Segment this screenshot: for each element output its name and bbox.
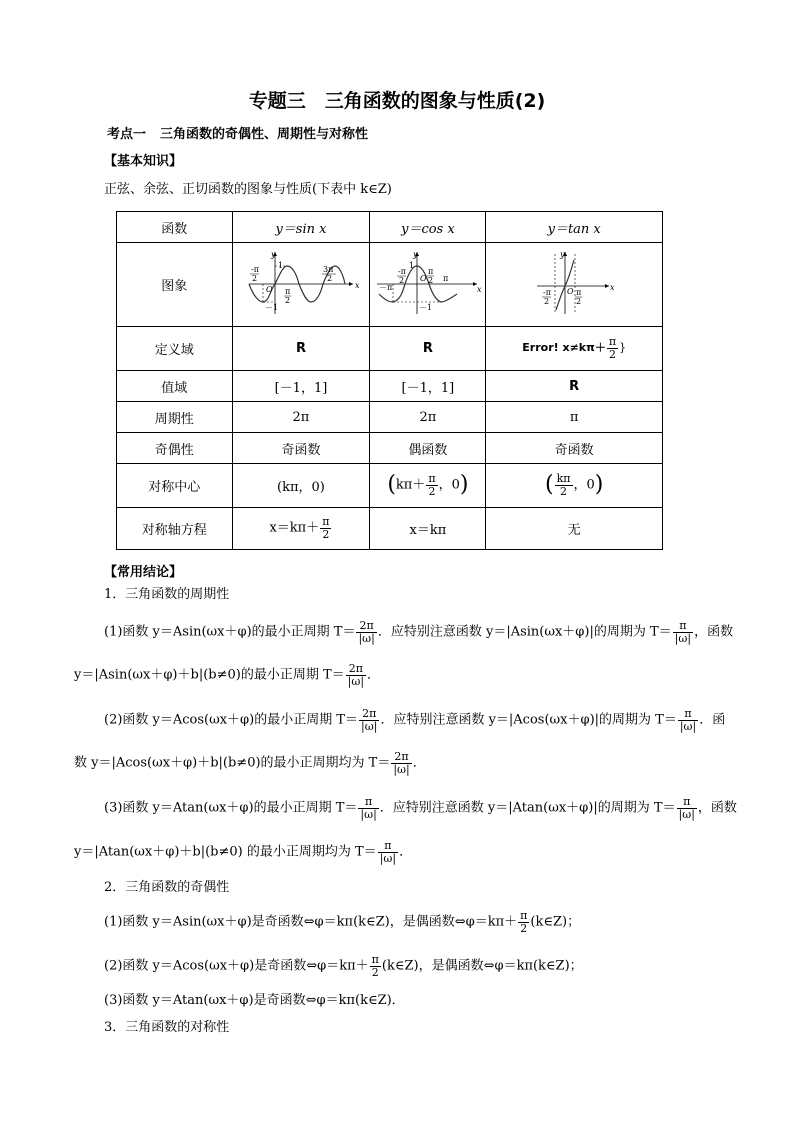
axis-y-label: y — [270, 249, 276, 259]
table-cell: 奇函数 — [232, 433, 370, 464]
table-cell: 2π — [370, 402, 486, 433]
tick-label: 1 — [277, 260, 284, 270]
paragraph-line: (1)函数 y＝Asin(ωx＋φ)是奇函数⇔φ＝kπ(k∈Z)，是偶函数⇔φ＝kπ＋ $\frac{\pi}{2}$ (k∈Z)； — [104, 909, 581, 935]
paragraph-line: (3)函数 y＝Atan(ωx＋φ)是奇函数⇔φ＝kπ(k∈Z)． — [104, 993, 405, 1008]
page-title: 专题三 三角函数的图象与性质(2) — [248, 90, 546, 112]
tick-label: -π — [397, 266, 406, 276]
table-cell: (kπ＋ $\frac{\pi}{2}$ ，0) — [370, 464, 486, 508]
table-cell: x＝kπ＋ $\frac{\pi}{2}$ — [232, 508, 370, 550]
table-cell: 无 — [486, 508, 663, 550]
header-cell: y＝tan x — [486, 212, 663, 243]
table-cell: R — [486, 371, 663, 402]
cos-graph-cell — [370, 243, 486, 327]
table-cell: 2π — [232, 402, 370, 433]
table-cell: Error! x≠kπ＋ $\frac{\pi}{2}$ } — [486, 327, 663, 371]
section-heading — [107, 123, 368, 142]
subsection-heading: 3．三角函数的对称性 — [104, 1020, 230, 1035]
table-row — [117, 212, 663, 243]
row-label: 对称中心 — [117, 464, 233, 508]
tick-label: π — [427, 266, 434, 276]
paragraph-line: (2)函数 y＝Acos(ωx＋φ)是奇函数⇔φ＝kπ＋ $\frac{\pi}{2}$ (k∈Z)，是偶函数⇔φ＝kπ(k∈Z)； — [104, 953, 583, 979]
tick-label: 3π — [322, 264, 334, 274]
axis-y-label: y — [412, 249, 418, 259]
table-row — [117, 327, 663, 371]
tick-label: π — [576, 287, 582, 297]
sin-graph-cell — [232, 243, 370, 327]
tick-label: -π — [250, 264, 259, 274]
tick-label: 2 — [576, 296, 582, 306]
table-row — [117, 464, 663, 508]
row-label: 对称轴方程 — [117, 508, 233, 550]
intro-text: 正弦、余弦、正切函数的图象与性质(下表中 k∈Z) — [104, 182, 392, 197]
paragraph-line: (3)函数 y＝Atan(ωx＋φ)的最小正周期 T＝ $\frac{\pi}{|\omega|}$ ．应特别注意函数 y＝|Atan(ωx＋φ)|的周期为 T＝ $\frac{\pi}{|\omega|}$ ，函数 — [104, 795, 737, 821]
origin-label: O — [567, 286, 574, 296]
section-title: 三角函数的奇偶性、周期性与对称性 — [160, 127, 369, 142]
row-label: 定义域 — [117, 327, 233, 371]
tick-label: π — [284, 286, 291, 296]
row-label: 奇偶性 — [117, 433, 233, 464]
table-row — [117, 243, 663, 327]
axis-x-label: x — [354, 280, 360, 290]
tick-label: －1 — [264, 302, 279, 312]
table-row — [117, 433, 663, 464]
table-cell: ( $\frac{k\pi}{2}$ ，0) — [486, 464, 663, 508]
tick-label: 2 — [544, 296, 550, 306]
table-cell: (kπ，0) — [232, 464, 370, 508]
axis-x-label: x — [476, 284, 482, 294]
tick-label: 1 — [408, 260, 414, 270]
table-cell: x＝kπ — [370, 508, 486, 550]
tick-label: －1 — [418, 302, 432, 312]
header-cell: 函数 — [117, 212, 233, 243]
table-row — [117, 402, 663, 433]
tan-graph — [529, 248, 619, 318]
table-cell: 偶函数 — [370, 433, 486, 464]
axis-y-label: y — [560, 249, 565, 259]
paragraph-line: (2)函数 y＝Acos(ωx＋φ)的最小正周期 T＝ $\frac{2\pi}{|\omega|}$ ．应特别注意函数 y＝|Acos(ωx＋φ)|的周期为 T＝ $\frac{\pi}{|\omega|}$ ．函 — [104, 707, 726, 733]
paragraph-line: (1)函数 y＝Asin(ωx＋φ)的最小正周期 T＝ $\frac{2\pi}{|\omega|}$ ．应特别注意函数 y＝|Asin(ωx＋φ)|的周期为 T＝ $\frac{\pi}{|\omega|}$ ，函数 — [104, 619, 734, 645]
sin-graph — [241, 248, 361, 318]
paragraph-line: y＝|Atan(ωx＋φ)＋b|(b≠0) 的最小正周期均为 T＝ $\frac{\pi}{|\omega|}$ ． — [74, 839, 413, 865]
basic-knowledge-tag: 【基本知识】 — [104, 154, 183, 169]
table-row — [117, 508, 663, 550]
paragraph-line: y＝|Asin(ωx＋φ)＋b|(b≠0)的最小正周期 T＝ $\frac{2\pi}{|\omega|}$ ． — [74, 662, 381, 688]
section-label: 考点一 — [107, 127, 147, 142]
tick-label: 2 — [251, 273, 258, 283]
paragraph-line: 数 y＝|Acos(ωx＋φ)＋b|(b≠0)的最小正周期均为 T＝ $\frac{2\pi}{|\omega|}$ ． — [74, 750, 426, 776]
tick-label: π — [442, 273, 449, 283]
tick-label: 2 — [398, 275, 404, 285]
origin-label: O — [265, 284, 273, 294]
row-label: 图象 — [117, 243, 233, 327]
origin-label: O — [419, 273, 427, 283]
tick-label: －π — [378, 282, 393, 292]
row-label: 值域 — [117, 371, 233, 402]
table-cell: R — [370, 327, 486, 371]
axis-x-label: x — [610, 282, 615, 292]
common-conclusions-tag: 【常用结论】 — [104, 565, 183, 580]
cos-graph — [373, 248, 483, 318]
tick-label: -π — [543, 287, 552, 297]
properties-table — [116, 211, 663, 550]
subsection-heading: 1．三角函数的周期性 — [104, 587, 230, 602]
table-cell: R — [232, 327, 370, 371]
tick-label: 2 — [427, 275, 433, 285]
tick-label: 2 — [284, 295, 291, 305]
tick-label: 2 — [326, 273, 333, 283]
row-label: 周期性 — [117, 402, 233, 433]
table-cell: 奇函数 — [486, 433, 663, 464]
header-cell: y＝cos x — [370, 212, 486, 243]
header-cell: y＝sin x — [232, 212, 370, 243]
table-cell: π — [486, 402, 663, 433]
tan-graph-cell — [486, 243, 663, 327]
table-cell: [－1，1] — [232, 371, 370, 402]
table-cell: [－1，1] — [370, 371, 486, 402]
table-row — [117, 371, 663, 402]
subsection-heading: 2．三角函数的奇偶性 — [104, 880, 230, 895]
